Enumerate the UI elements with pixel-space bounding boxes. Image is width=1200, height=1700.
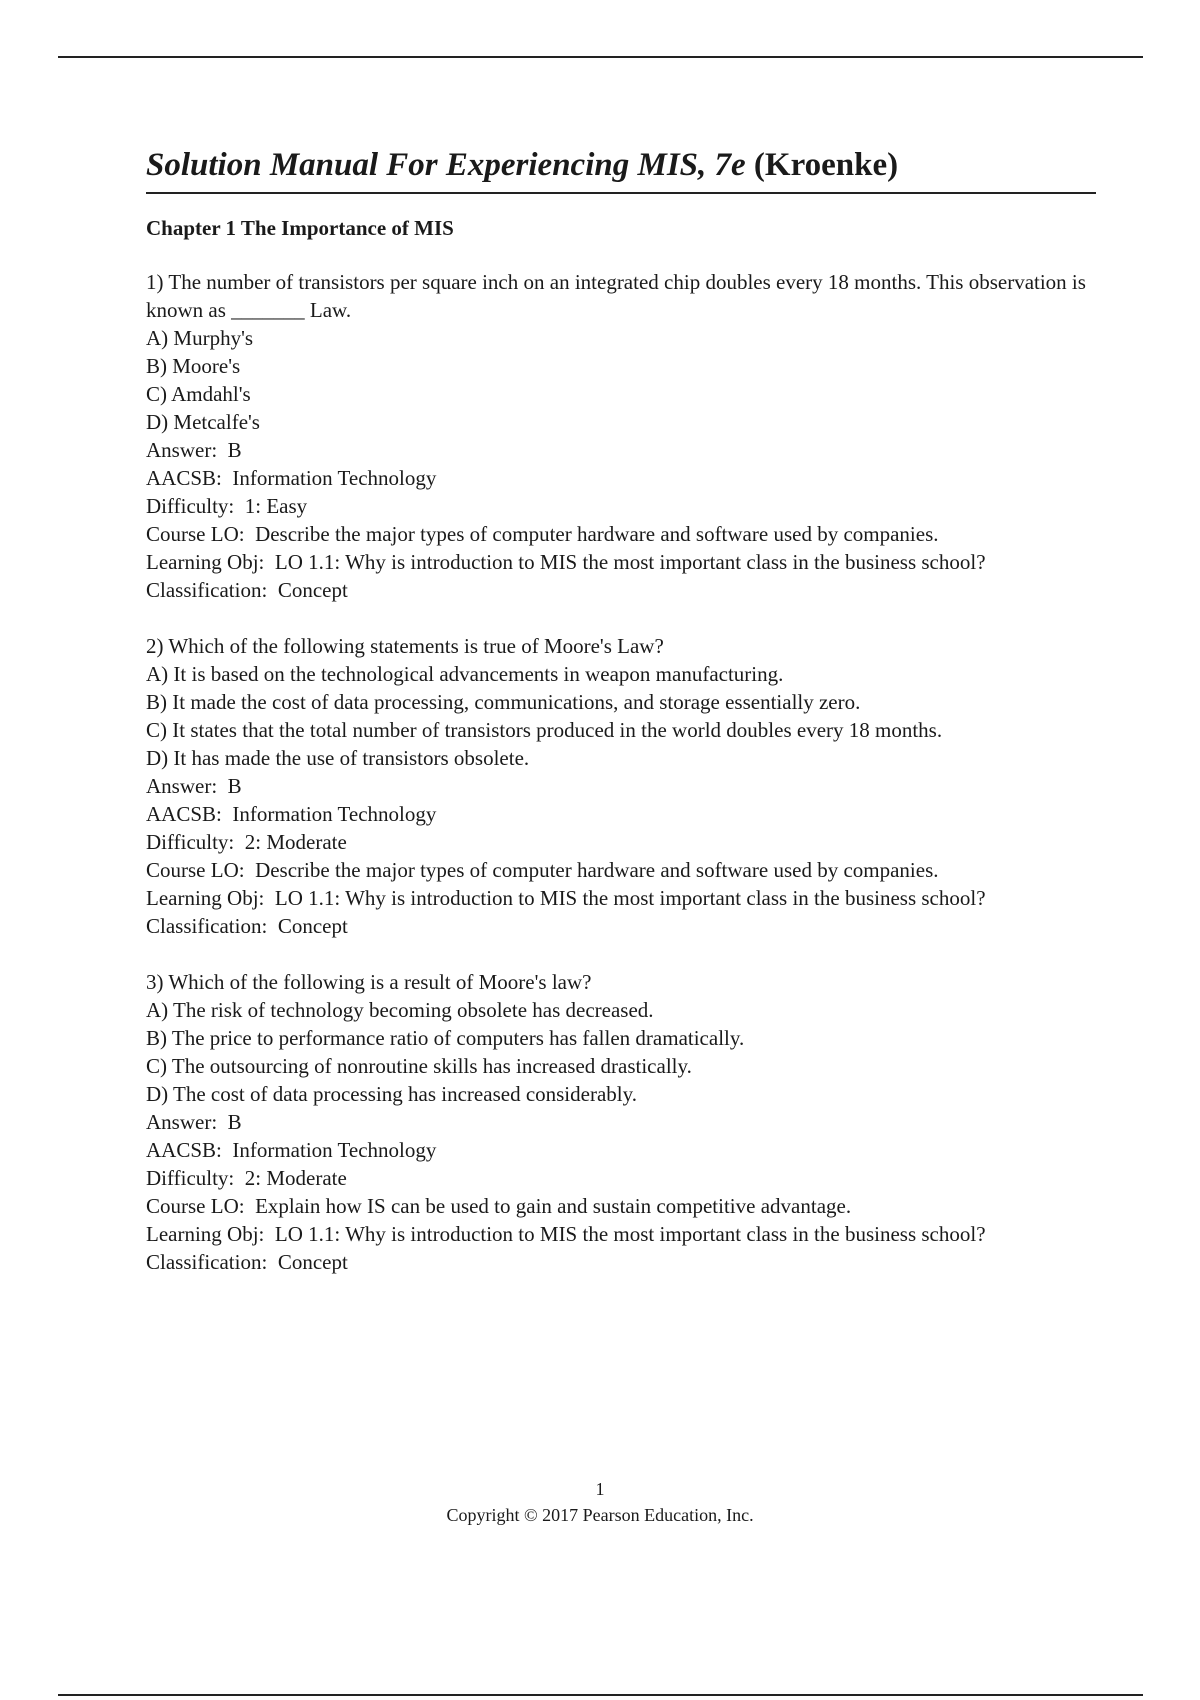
title-italic: Solution Manual For Experiencing MIS, 7e [146, 147, 746, 183]
option-a: A) Murphy's [146, 326, 254, 350]
chapter-heading: Chapter 1 The Importance of MIS [146, 216, 454, 240]
document-content [146, 142, 1096, 1276]
answer: Answer: B [146, 774, 242, 798]
option-c: C) The outsourcing of nonroutine skills has increased drastically. [146, 1054, 692, 1078]
question-3 [146, 968, 1096, 1276]
question-list [146, 268, 1096, 1276]
question-stem: 2) Which of the following statements is true of Moore's Law? [146, 634, 664, 658]
question-1 [146, 268, 1096, 604]
bottom-page-rule [58, 1694, 1143, 1696]
option-d: D) Metcalfe's [146, 410, 260, 434]
learning-obj: Learning Obj: LO 1.1: Why is introduction to MIS the most important class in the business school? [146, 1222, 986, 1246]
option-a: A) The risk of technology becoming obsolete has decreased. [146, 998, 654, 1022]
question-stem: 3) Which of the following is a result of Moore's law? [146, 970, 592, 994]
answer: Answer: B [146, 438, 242, 462]
course-lo: Course LO: Explain how IS can be used to gain and sustain competitive advantage. [146, 1194, 852, 1218]
difficulty: Difficulty: 2: Moderate [146, 1166, 347, 1190]
copyright-notice: Copyright © 2017 Pearson Education, Inc. [446, 1505, 754, 1525]
course-lo: Course LO: Describe the major types of computer hardware and software used by companies. [146, 522, 939, 546]
learning-obj: Learning Obj: LO 1.1: Why is introduction to MIS the most important class in the business school? [146, 886, 986, 910]
learning-obj: Learning Obj: LO 1.1: Why is introduction to MIS the most important class in the business school? [146, 550, 986, 574]
answer: Answer: B [146, 1110, 242, 1134]
option-b: B) Moore's [146, 354, 241, 378]
course-lo: Course LO: Describe the major types of computer hardware and software used by companies. [146, 858, 939, 882]
option-b: B) It made the cost of data processing, communications, and storage essentially zero. [146, 690, 861, 714]
classification: Classification: Concept [146, 914, 348, 938]
difficulty: Difficulty: 2: Moderate [146, 830, 347, 854]
classification: Classification: Concept [146, 1250, 348, 1274]
aacsb: AACSB: Information Technology [146, 466, 437, 490]
option-d: D) It has made the use of transistors obsolete. [146, 746, 530, 770]
question-stem: 1) The number of transistors per square inch on an integrated chip doubles every 18 months. This observation is known as _______ Law. [146, 270, 1092, 322]
document-title [146, 142, 1096, 194]
option-d: D) The cost of data processing has increased considerably. [146, 1082, 637, 1106]
aacsb: AACSB: Information Technology [146, 802, 437, 826]
title-author: (Kroenke) [753, 147, 899, 183]
page-number: 1 [595, 1479, 605, 1499]
option-a: A) It is based on the technological advancements in weapon manufacturing. [146, 662, 784, 686]
option-b: B) The price to performance ratio of computers has fallen dramatically. [146, 1026, 745, 1050]
top-page-rule [58, 56, 1143, 58]
option-c: C) It states that the total number of transistors produced in the world doubles every 18 months. [146, 718, 943, 742]
difficulty: Difficulty: 1: Easy [146, 494, 308, 518]
classification: Classification: Concept [146, 578, 348, 602]
option-c: C) Amdahl's [146, 382, 251, 406]
aacsb: AACSB: Information Technology [146, 1138, 437, 1162]
question-2 [146, 632, 1096, 940]
